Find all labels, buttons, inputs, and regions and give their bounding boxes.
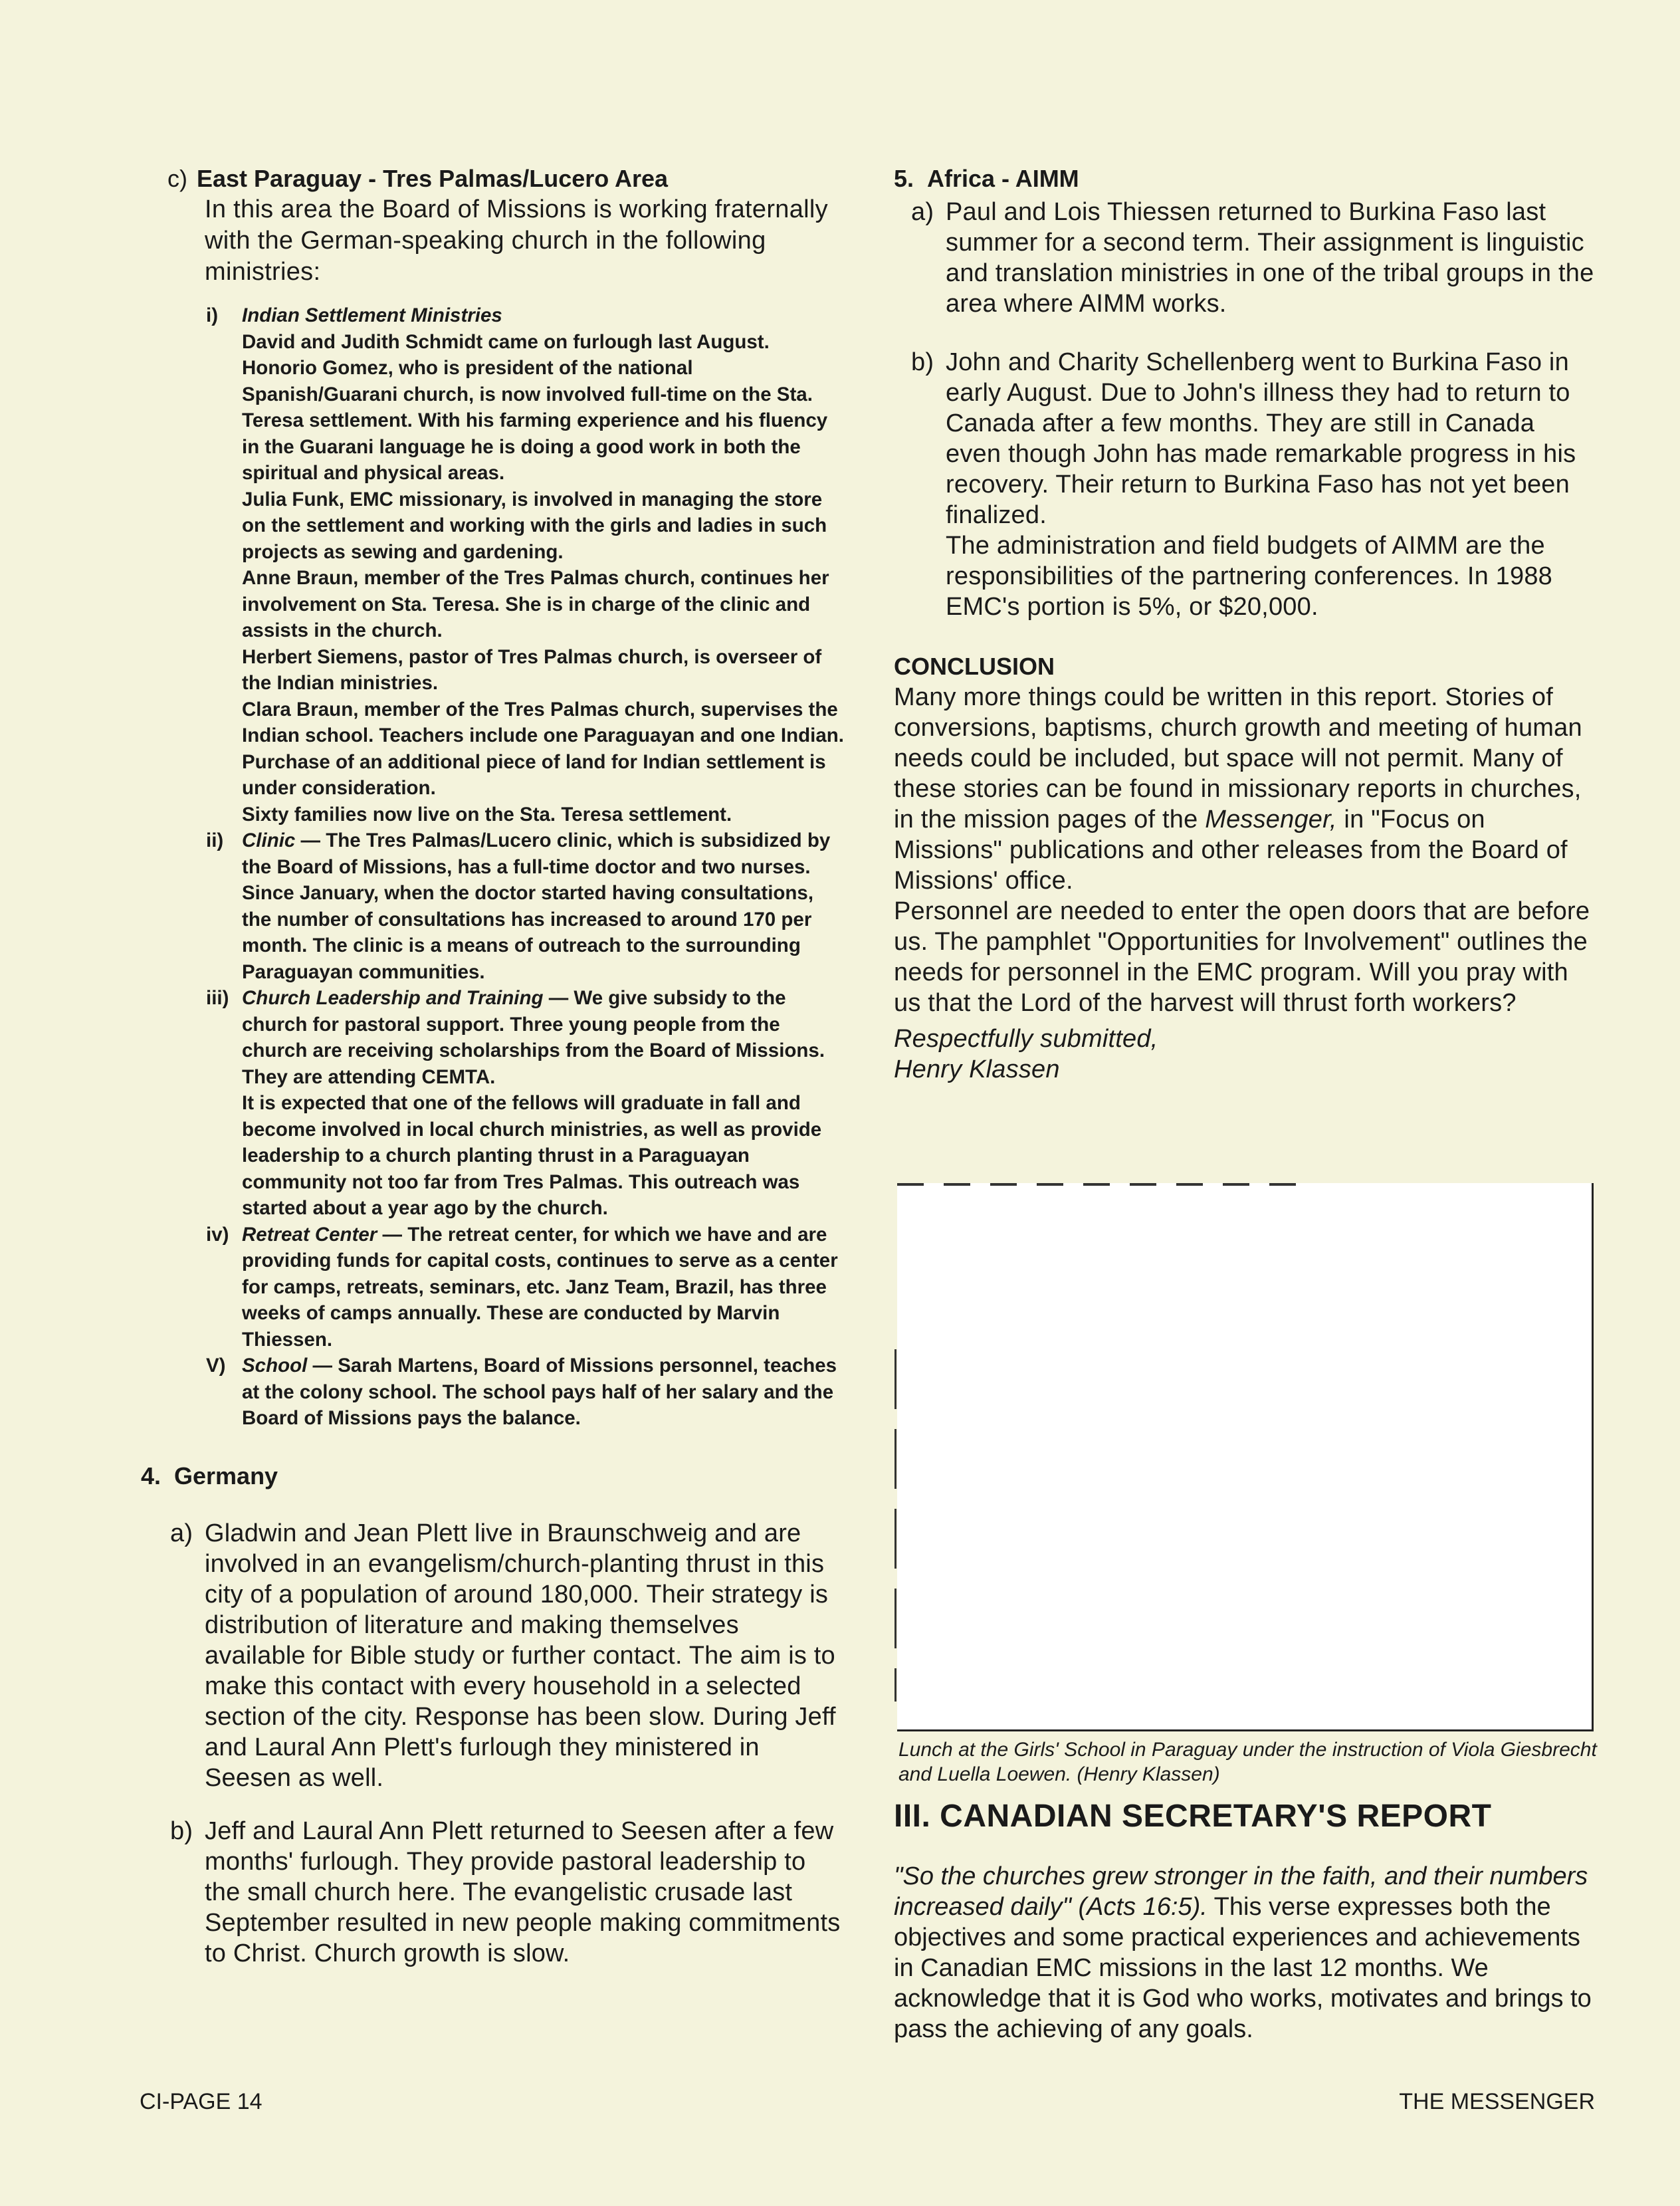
germany-items [153, 1518, 844, 1969]
germany-heading [141, 1461, 844, 1491]
germany-item-marker: a) [170, 1519, 193, 1547]
africa-item-text: John and Charity Schellenberg went to Burkina Faso in early August. Due to John's illness they had to return to Canada after a few months. They are still in Canada even though John has made remarkable progress in his recovery. Their return to Burkina Faso has not yet been finalized. [946, 348, 1576, 529]
ministry-marker: iii) [206, 987, 229, 1009]
left-column [141, 164, 844, 1987]
east-paraguay-intro: In this area the Board of Missions is working fraternally with the German-speaking church in the following ministries: [205, 195, 828, 286]
germany-item-text: Gladwin and Jean Plett live in Braunschweig and are involved in an evangelism/church-planting thrust in this city of a population of around 180,000. Their strategy is distribution of literature and making themselves available for Bible study or further contact. The aim is to make this contact with every household in a selected section of the city. Response has been slow. During Jeff and Laural Ann Plett's furlough they ministered in Seesen as well. [205, 1519, 836, 1792]
ministry-title: Clinic [242, 829, 296, 851]
africa-title: Africa - AIMM [927, 165, 1079, 192]
conclusion-paragraph [894, 682, 1595, 896]
ministry-paragraph: Clara Braun, member of the Tres Palmas church, supervises the Indian school. Teachers include one Paraguayan and one Indian. [242, 698, 844, 746]
east-paraguay-heading [167, 164, 844, 194]
germany-item [153, 1816, 844, 1969]
ministry-paragraph: It is expected that one of the fellows will graduate in fall and become involved in local church ministries, as well as provide leadership to a church planting thrust in a Paraguayan community not too far from Tres Palmas. This outreach was started about a year ago by the church. [242, 1092, 822, 1219]
germany-number: 4. [141, 1462, 161, 1489]
africa-heading [894, 164, 1595, 194]
ministry-item [206, 302, 844, 827]
signoff: Respectfully submitted, [894, 1025, 1158, 1053]
right-column [894, 164, 1595, 1085]
east-paraguay-letter: c) [167, 165, 187, 192]
conclusion-body [894, 682, 1595, 1085]
ministry-marker: i) [206, 304, 219, 326]
ministry-item [206, 1353, 844, 1432]
conclusion-text: Many more things could be written in this report. Stories of conversions, baptisms, church growth and meeting of human needs could be included, but space will not permit. Many of these stories can be found in missionary reports in churches, in the mission pages of the [894, 683, 1582, 833]
closing-paragraph [894, 1861, 1595, 2044]
ministry-title: Indian Settlement Ministries [242, 304, 502, 326]
ministry-title: School [242, 1355, 308, 1377]
photo [897, 1183, 1594, 1731]
ministry-text: — Sarah Martens, Board of Missions personnel, teaches at the colony school. The school pays half of her salary and the Board of Missions pays the balance. [242, 1355, 837, 1429]
ministry-paragraph: David and Judith Schmidt came on furlough last August. Honorio Gomez, who is president of the national Spanish/Guarani church, is now involved full-time on the Sta. Teresa settlement. With his farming experience and his fluency in the Guarani language he is doing a good work in both the spiritual and physical areas. [242, 330, 828, 484]
ministry-item [206, 985, 844, 1222]
conclusion-text: in "Focus on Missions" publications and other releases from the Board of Missions' office. [894, 806, 1568, 895]
photo-edge [897, 1183, 1316, 1186]
page-number: CI-PAGE 14 [140, 2089, 262, 2114]
ministry-title: Church Leadership and Training [242, 987, 544, 1009]
east-paraguay-title: East Paraguay - Tres Palmas/Lucero Area [197, 165, 669, 192]
ministry-paragraph: Anne Braun, member of the Tres Palmas church, continues her involvement on Sta. Teresa. She is in charge of the clinic and assists in the church. [242, 567, 829, 641]
ministry-paragraph: Herbert Siemens, pastor of Tres Palmas church, is overseer of the Indian ministries. [242, 645, 822, 694]
germany-item-text: Jeff and Laural Ann Plett returned to Seesen after a few months' furlough. They provide pastoral leadership to the small church here. The evangelistic crusade last September resulted in new people making commitments to Christ. Church growth is slow. [205, 1817, 841, 1967]
ministry-marker: V) [206, 1355, 226, 1377]
ministry-title: Retreat Center [242, 1223, 377, 1246]
ministry-marker: iv) [206, 1223, 229, 1246]
africa-item-marker: a) [911, 198, 934, 226]
germany-item [153, 1518, 844, 1793]
ministry-item [206, 1222, 844, 1353]
closing-text: This verse expresses both the objectives and some practical experiences and achievements in Canadian EMC missions in the last 12 months. We acknowledge that it is God who works, motivates and brings to pass the achieving of any goals. [894, 1893, 1592, 2043]
signer: Henry Klassen [894, 1055, 1060, 1083]
publication-name: THE MESSENGER [1399, 2089, 1595, 2114]
africa-items [894, 197, 1595, 622]
ministry-text: — The retreat center, for which we have and are providing funds for capital costs, continues to serve as a center for camps, retreats, seminars, etc. Janz Team, Brazil, has three weeks of camps annually. These are conducted by Marvin Thiessen. [242, 1223, 838, 1351]
africa-item-text: The administration and field budgets of AIMM are the responsibilities of the partnering conferences. In 1988 EMC's portion is 5%, or $20,000. [946, 532, 1552, 621]
germany-title: Germany [174, 1462, 278, 1489]
africa-item-text: Paul and Lois Thiessen returned to Burkina Faso last summer for a second term. Their assignment is linguistic and translation ministries in one of the tribal groups in the area where AIMM works. [946, 198, 1594, 318]
ministry-text: — The Tres Palmas/Lucero clinic, which is subsidized by the Board of Missions, has a full-time doctor and two nurses. Since January, when the doctor started having consultations, the number of consultations has increased to around 170 per month. The clinic is a means of outreach to the surrounding Paraguayan communities. [242, 829, 831, 983]
conclusion-heading: CONCLUSION [894, 653, 1055, 680]
conclusion-italic: Messenger, [1205, 806, 1337, 833]
ministry-paragraph: Julia Funk, EMC missionary, is involved in managing the store on the settlement and working with the girls and ladies in such projects as sewing and gardening. [242, 488, 827, 563]
ministry-paragraph: Sixty families now live on the Sta. Teresa settlement. [242, 803, 732, 826]
photo-edge [894, 1349, 896, 1702]
africa-number: 5. [894, 165, 914, 192]
conclusion-paragraph-2: Personnel are needed to enter the open doors that are before us. The pamphlet "Opportunities for Involvement" outlines the needs for personnel in the EMC program. Will you pray with us that the Lord of the harvest will thrust forth workers? [894, 897, 1590, 1017]
photo-caption: Lunch at the Girls' School in Paraguay under the instruction of Viola Giesbrecht and Luella Loewen. (Henry Klassen) [898, 1739, 1597, 1785]
ministry-item [206, 827, 844, 985]
ministries-list [206, 302, 844, 1432]
section-title: III. CANADIAN SECRETARY'S REPORT [894, 1799, 1492, 1834]
ministry-text: — We give subsidy to the church for pastoral support. Three young people from the church are receiving scholarships from the Board of Missions. They are attending CEMTA. [242, 987, 825, 1088]
africa-item [894, 347, 1595, 622]
germany-item-marker: b) [170, 1817, 193, 1845]
ministry-paragraph: Purchase of an additional piece of land for Indian settlement is under consideration. [242, 750, 826, 799]
closing-quote: "So the churches grew stronger in the faith, and their numbers increased daily" (Acts 16:5). [894, 1862, 1588, 1921]
ministry-marker: ii) [206, 829, 224, 851]
africa-item [894, 197, 1595, 319]
africa-item-marker: b) [911, 348, 934, 376]
